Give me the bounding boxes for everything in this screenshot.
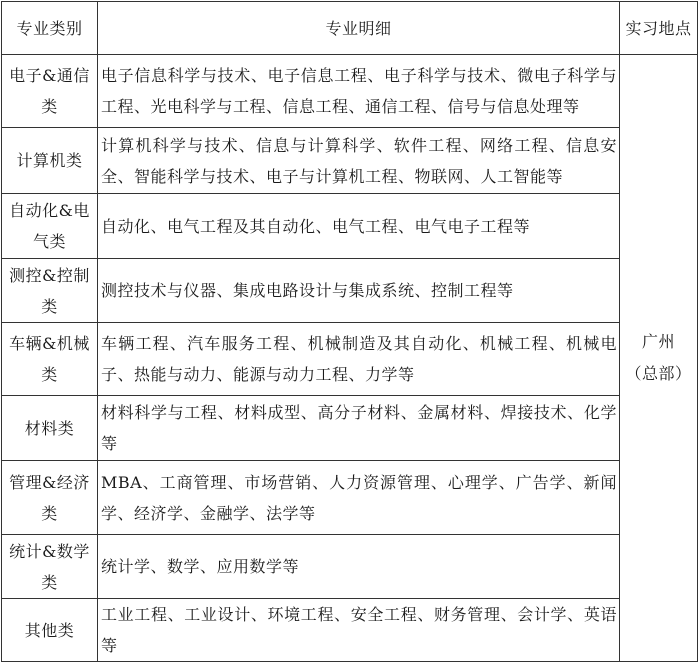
detail-cell: 统计学、数学、应用数学等: [98, 535, 620, 599]
category-cell: 车辆&机械类: [2, 323, 98, 396]
category-cell: 测控&控制类: [2, 259, 98, 323]
table-row: [2, 259, 698, 323]
table-row: [2, 396, 698, 461]
detail-cell: MBA、工商管理、市场营销、人力资源管理、心理学、广告学、新闻学、经济学、金融学、法学等: [98, 461, 620, 535]
table-row: [2, 323, 698, 396]
category-cell: 计算机类: [2, 128, 98, 194]
location-note: （总部）: [625, 364, 692, 383]
detail-cell: 车辆工程、汽车服务工程、机械制造及其自动化、机械工程、机械电子、热能与动力、能源与动力工程、力学等: [98, 323, 620, 396]
category-cell: 自动化&电气类: [2, 194, 98, 259]
detail-cell: 计算机科学与技术、信息与计算科学、软件工程、网络工程、信息安全、智能科学与技术、电子与计算机工程、物联网、人工智能等: [98, 128, 620, 194]
detail-cell: 测控技术与仪器、集成电路设计与集成系统、控制工程等: [98, 259, 620, 323]
category-cell: 电子&通信类: [2, 55, 98, 128]
table-header-row: [2, 2, 698, 55]
category-cell: 统计&数学类: [2, 535, 98, 599]
major-table: [1, 1, 698, 662]
table-row: [2, 194, 698, 259]
table-row: [2, 535, 698, 599]
table-row: [2, 461, 698, 535]
category-cell: 其他类: [2, 599, 98, 662]
detail-cell: 工业工程、工业设计、环境工程、安全工程、财务管理、会计学、英语等: [98, 599, 620, 662]
table-row: [2, 55, 698, 128]
category-cell: 管理&经济类: [2, 461, 98, 535]
table-row: [2, 128, 698, 194]
table-row: [2, 599, 698, 662]
header-location: 实习地点: [620, 2, 698, 55]
location-city: 广州: [641, 332, 675, 351]
detail-cell: 材料科学与工程、材料成型、高分子材料、金属材料、焊接技术、化学等: [98, 396, 620, 461]
location-cell: [620, 55, 698, 662]
header-category: 专业类别: [2, 2, 98, 55]
detail-cell: 自动化、电气工程及其自动化、电气工程、电气电子工程等: [98, 194, 620, 259]
category-cell: 材料类: [2, 396, 98, 461]
detail-cell: 电子信息科学与技术、电子信息工程、电子科学与技术、微电子科学与工程、光电科学与工程、信息工程、通信工程、信号与信息处理等: [98, 55, 620, 128]
header-detail: 专业明细: [98, 2, 620, 55]
